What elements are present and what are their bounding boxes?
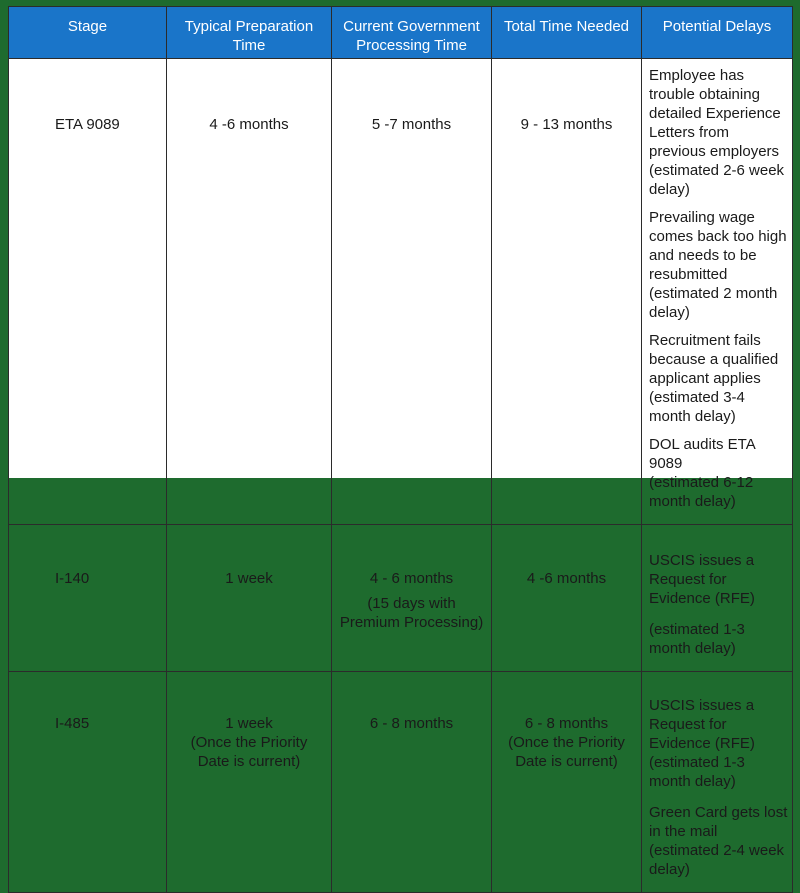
gov-time-cell: 6 - 8 months (332, 672, 492, 893)
total-time-cell: 6 - 8 months (Once the Priority Date is current) (492, 672, 642, 893)
header-gov-processing: Current Government Processing Time (332, 7, 492, 59)
gov-time-note: (15 days with Premium Processing) (339, 595, 484, 631)
header-potential-delays: Potential Delays (642, 7, 793, 59)
gov-time-cell: 5 -7 months (332, 59, 492, 525)
prep-time-cell: 1 week (Once the Priority Date is current) (167, 672, 332, 893)
delay-item: DOL audits ETA 9089 (estimated 6-12 month delay) (649, 436, 755, 510)
gov-time-cell (332, 525, 492, 672)
delay-item: USCIS issues a Request for Evidence (RFE) (649, 552, 755, 607)
delay-item: Employee has trouble obtaining detailed Experience Letters from previous employers (estimated 2-6 week delay) (649, 67, 785, 198)
prep-time-cell: 1 week (167, 525, 332, 672)
header-total-time: Total Time Needed (492, 7, 642, 59)
total-time-cell: 9 - 13 months (492, 59, 642, 525)
stage-cell: I-140 (9, 525, 167, 672)
prep-time-cell: 4 -6 months (167, 59, 332, 525)
delays-cell (642, 672, 793, 893)
header-row (9, 7, 793, 59)
total-time-cell: 4 -6 months (492, 525, 642, 672)
gov-time-value: 4 - 6 months (369, 570, 454, 587)
stage-cell: I-485 (9, 672, 167, 893)
delay-item: Green Card gets lost in the mail (estimated 2-4 week delay) (649, 804, 788, 878)
header-stage: Stage (9, 7, 167, 59)
delay-item: Prevailing wage comes back too high and needs to be resubmitted (estimated 2 month delay) (649, 209, 787, 321)
stage-cell: ETA 9089 (9, 59, 167, 525)
table-row-i-485 (9, 672, 793, 893)
delay-item: USCIS issues a Request for Evidence (RFE) (estimated 1-3 month delay) (649, 697, 755, 790)
table-row-eta-9089 (9, 59, 793, 525)
delay-item: Recruitment fails because a qualified applicant applies (estimated 3-4 month delay) (649, 332, 779, 425)
header-prep-time: Typical Preparation Time (167, 7, 332, 59)
table-row-i-140 (9, 525, 793, 672)
delay-item: (estimated 1-3 month delay) (649, 621, 745, 657)
delays-cell (642, 59, 793, 525)
green-card-timeline-table (8, 6, 793, 893)
table-frame (8, 6, 792, 878)
delays-cell (642, 525, 793, 672)
